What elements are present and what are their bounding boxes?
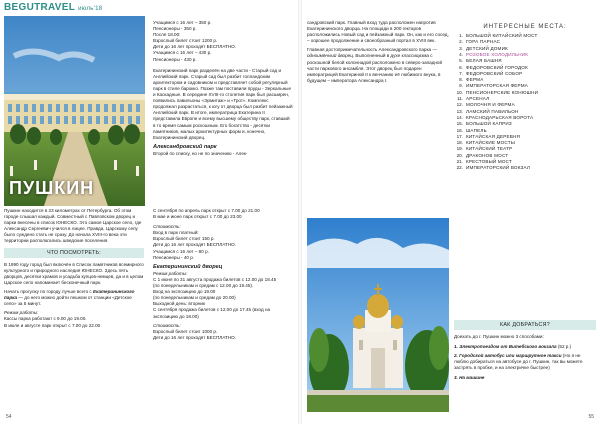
place-label: БЕЛАЯ БАШНЯ xyxy=(466,58,502,64)
right-page xyxy=(302,0,600,424)
cost-line-5: Пенсионеры - 40 р. xyxy=(153,254,195,260)
alexander-park-heading: Александровский парк xyxy=(153,143,217,150)
place-label: КИТАЙСКАЯ ДЕРЕВНЯ xyxy=(466,133,521,139)
place-number: 19. xyxy=(456,146,463,152)
place-number: 21. xyxy=(456,159,463,165)
place-number: 6. xyxy=(459,64,463,70)
place-label: ФЕРМА xyxy=(466,77,484,83)
park-paragraph: Екатерининский парк разделён на две части - Старый сад и Английский парк. Старый сад был разбит голландским архитектором и садовником и представляет собой регулярный парк в стиле барокко. Позже там поставили пруды - Зеркальные и Каскадные. В середине XVIII-го столетия парк был расширен, появились павильоны «Эрмитаж» и «Грот». Комплекс продолжал разрастаться, к югу от дворца был разбит пейзажный Английский парк. В итоге, императрица Екатерина II представила Европе и всему высшему обществу парк, ставший в то время самым роскошным. Его богатство - десятки памятников, малых архитектурных форм и, конечно, Екатерининский дворец. xyxy=(153,67,293,140)
season-summer: В мае и июне парк открыт с 7.00 до 23.00 xyxy=(153,214,242,220)
cost-label: Стоимость: xyxy=(153,224,181,230)
page-number-left: 54 xyxy=(6,414,12,420)
directions-column xyxy=(454,320,596,381)
places-title: ИНТЕРЕСНЫЕ МЕСТА: xyxy=(483,24,567,30)
option-2-note: (Но я не люблю добираться на автобусе до г. Пушкин, так вы можете застрять в пробке, и на электричке быстрее) xyxy=(454,353,583,371)
left-column-2 xyxy=(153,208,293,341)
mode-label: Режим работы: xyxy=(4,310,39,316)
unesco-paragraph: В 1990 году город был включён в Список памятников всемирного культурного и природного наследия ЮНЕСКО. Здесь пять дворцов, десятки храмов и усадьба купцов-немцев, да и в целом Царское село напоминает бесконечный парк. xyxy=(4,261,144,285)
place-label: ДРАКОНОВ МОСТ xyxy=(466,152,509,158)
places-column xyxy=(454,20,596,172)
place-number: 13. xyxy=(456,108,463,114)
place-label: БОЛЬШОЙ КИТАЙСКИЙ МОСТ xyxy=(466,33,538,39)
directions-intro: Доехать до г. Пушкин можно 3 способами: xyxy=(454,334,544,340)
cost-line-2: Взрослый билет стоит 150 р. xyxy=(153,236,215,242)
right-palace-text-b: Выполненный в духе классицизма с роскошной белой колоннадой расположено в северо-западной части паркового ансамбля. Этот дворец был подарен императрицей Екатериной II к венчанию её любимого внука, в будущем – императора Александра I. xyxy=(307,53,443,83)
directions-option-1 xyxy=(454,344,596,350)
mode-line-2: В июле и августе парк открыт с 7.00 до 22.00 xyxy=(4,322,101,328)
cathedral-photo xyxy=(307,218,449,412)
place-number: 4. xyxy=(459,51,463,57)
place-number: 17. xyxy=(456,133,463,139)
option-3-title: 3. На машине xyxy=(454,374,485,380)
alexander-park-text: Второй по списку, но не по значению - Алек- xyxy=(153,150,248,156)
palace-line-4: (по понедельникам и средам до 20.00) xyxy=(153,295,236,301)
palace-mode-label: Режим работы: xyxy=(153,270,188,276)
place-number: 14. xyxy=(456,114,463,120)
place-number: 15. xyxy=(456,121,463,127)
place-label: ДЕТСКИЙ ДОМИК xyxy=(466,45,508,51)
place-number: 9. xyxy=(459,83,463,89)
option-1-title: 1. Электропоездом от Витебского вокзала xyxy=(454,344,557,350)
places-list xyxy=(454,33,596,172)
issue-label: июль'18 xyxy=(78,6,103,12)
place-label: КИТАЙСКИЙ ТЕАТР xyxy=(466,146,513,152)
walk-rest: — до него можно дойти пешком от станции «Детское село» за 5 минут. xyxy=(4,295,132,307)
col3-line-3: После 18.00: xyxy=(153,32,181,38)
place-label: КРАСНОДАРЬСКАЯ ВОРОТА xyxy=(466,114,534,120)
palace-cost-label: Стоимость: xyxy=(153,322,181,328)
col3-line-6: Учащимся с 16 лет – 430 р. xyxy=(153,50,212,56)
directions-option-2 xyxy=(454,353,596,371)
place-label: БОЛЬШОЙ КАПРИЗ xyxy=(466,121,512,127)
place-label: РОЗОВОЕ ХОЛОДИЛЬНИК xyxy=(466,51,529,57)
place-number: 22. xyxy=(456,165,463,171)
palace-line-2: (по понедельникам и средам с 12.00 до 19.45). xyxy=(153,283,254,289)
magazine-title: BEGUTRAVEL xyxy=(4,2,76,13)
palace-heading: Екатерининский дворец xyxy=(153,263,223,270)
place-label: ГОРА ПАРНАС xyxy=(466,39,501,45)
place-number: 5. xyxy=(459,58,463,64)
cost-line-4: Учащимся с 16 лет – 80 р. xyxy=(153,248,209,254)
place-label: ФЕДОРОВСКИЙ СОБОР xyxy=(466,70,523,76)
place-number: 3. xyxy=(459,45,463,51)
palace-line-6: С сентября продажа билетов с 12.00 до 17.45 (вход на экспозицию до 18.00) xyxy=(153,307,271,319)
magazine-header xyxy=(4,2,102,16)
left-page xyxy=(0,0,298,424)
place-label: МОЛОЧНЯ И ФЕРМА xyxy=(466,102,515,108)
walk-paragraph xyxy=(4,289,144,307)
place-label: ФЕДОРОВСКИЙ ГОРОДОК xyxy=(466,64,528,70)
palace-line-3: Вход на экспозицию до 19.00 xyxy=(153,289,216,295)
place-label: ШАПЕЛЬ xyxy=(466,127,487,133)
place-label: ЛАМСКИЙ ПАВИЛЬОН xyxy=(466,108,519,114)
season-autumn: С сентября по апрель парк открыт с 7.00 до 21.00 xyxy=(153,208,260,213)
left-column-1 xyxy=(4,208,144,329)
palace-line-1: С 1 июня по 31 августа продажа билетов с 12.00 до 18.45 xyxy=(153,276,277,282)
right-palace-text-a: Главная достопримечательность Александровского парка — xyxy=(307,47,437,53)
place-number: 7. xyxy=(459,70,463,76)
option-1-note: (52 р.) xyxy=(557,344,572,350)
cost-line-3: Дети до 16 лет проходят БЕСПЛАТНО. xyxy=(153,242,237,248)
todo-banner: ЧТО ПОСМОТРЕТЬ: xyxy=(4,248,144,258)
mode-line-1: Кассы парка работают с 9.00 до 19.00. xyxy=(4,316,87,322)
place-number: 16. xyxy=(456,127,463,133)
place-number: 12. xyxy=(456,102,463,108)
walk-text: Начать прогулку по городу лучше всего с xyxy=(4,289,92,295)
place-label: ИМПЕРАТОРСКАЯ ФЕРМА xyxy=(466,83,529,89)
walk-park-name: Екатерининского парка xyxy=(4,289,135,301)
directions-banner: КАК ДОБРАТЬСЯ? xyxy=(454,320,596,330)
right-palace-paragraph xyxy=(307,47,449,84)
right-intro-paragraph: сандровский парк. Главный вход туда расположен напротив Екатерининского дворца. На площади в 200 гектаров расположились Новый сад и пейзажный парк. Он, как и его сосед, – хорошее продолжение и своеобразный портал в XVIII век. xyxy=(307,20,449,44)
place-number: 1. xyxy=(459,33,463,39)
col3-line-4: Взрослый билет стоит 1200 р. xyxy=(153,38,218,44)
place-label: АРСЕНАЛ xyxy=(466,96,490,102)
col3-line-5: Дети до 16 лет проходят БЕСПЛАТНО. xyxy=(153,44,237,50)
col3-line-7: Пенсионеры - 430 р. xyxy=(153,56,197,62)
left-column-3 xyxy=(153,20,293,157)
col3-line-2: Пенсионеры - 350 р. xyxy=(153,26,197,32)
page-number-right: 55 xyxy=(588,414,594,420)
palace-cost-2: Дети до 16 лет проходят БЕСПЛАТНО. xyxy=(153,334,237,340)
option-2-title: 2. Городской автобус или маршрутное такси xyxy=(454,353,562,359)
place-label: ИМПЕРАТОРСКИЙ ВОКЗАЛ xyxy=(466,165,531,171)
palace-line-5: Выходной день: вторник xyxy=(153,301,206,307)
cathedral-illustration xyxy=(307,218,449,412)
cost-line-1: Вход в парк платный: xyxy=(153,230,199,236)
place-label: КИТАЙСКИЕ МОСТЫ xyxy=(466,140,516,146)
right-column-1 xyxy=(307,20,449,87)
place-number: 2. xyxy=(459,39,463,45)
col3-line-1: Учащимся с 16 лет – 350 р. xyxy=(153,20,212,25)
right-palace-italic: одноимённый дворец. xyxy=(307,53,355,59)
place-number: 18. xyxy=(456,140,463,146)
city-title: ПУШКИН xyxy=(9,178,95,198)
palace-cost-1: Взрослый билет стоит 1000 р. xyxy=(153,328,218,334)
place-number: 10. xyxy=(456,89,463,95)
place-number: 20. xyxy=(456,152,463,158)
intro-paragraph: Пушкин находится в 23 километрах от Петербурга. Об этом городе слышал каждый. Совместный с Павловском дворец и парки внесены в список ЮНЕСКО. Это самое Царское село, где Александр Сергеевич учился в лицее. Правда, Царскому селу было суждено стать не сразу. До начала XVIII-го века эти территории располагались шведские поселения. xyxy=(4,208,142,244)
place-number: 8. xyxy=(459,77,463,83)
place-item xyxy=(454,165,596,171)
place-label: ПЕНСИОНЕРСКИЕ КОНЮШНИ xyxy=(466,89,539,95)
place-number: 11. xyxy=(456,96,463,102)
place-label: КРЕСТОВЫЙ МОСТ xyxy=(466,159,513,165)
